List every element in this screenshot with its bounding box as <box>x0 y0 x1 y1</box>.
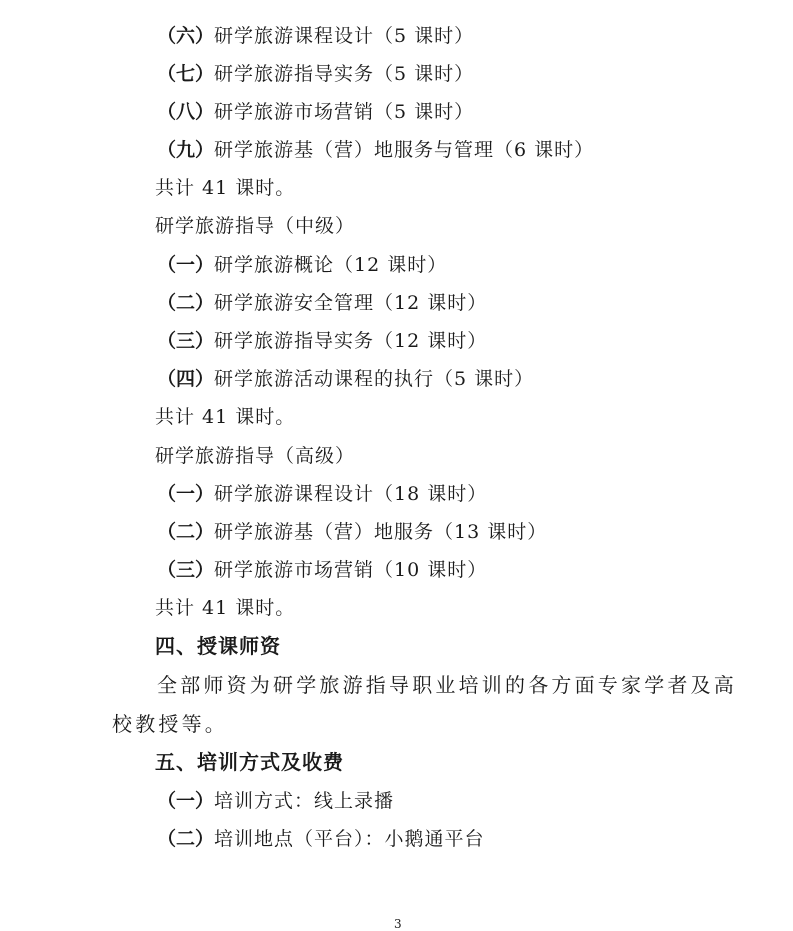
list-item <box>157 367 534 391</box>
list-item <box>157 520 547 544</box>
total-line: 共计 41 课时。 <box>155 597 296 619</box>
item-number: （二） <box>157 828 215 850</box>
item-number: （二） <box>157 292 215 314</box>
item-text: 研学旅游课程设计（5 课时） <box>214 25 475 47</box>
total-line: 共计 41 课时。 <box>155 177 296 199</box>
total-line: 共计 41 课时。 <box>155 406 296 428</box>
list-item <box>157 482 487 506</box>
list-item <box>157 558 487 582</box>
item-text: 研学旅游指导实务（12 课时） <box>214 330 488 352</box>
list-item <box>157 253 447 277</box>
item-text: 研学旅游安全管理（12 课时） <box>214 292 488 314</box>
list-item <box>157 24 474 48</box>
list-item <box>157 329 487 353</box>
item-number: （一） <box>157 483 215 505</box>
item-number: （一） <box>157 254 215 276</box>
item-text: 研学旅游课程设计（18 课时） <box>214 483 488 505</box>
item-number: （四） <box>157 368 215 390</box>
level-title: 研学旅游指导（高级） <box>155 445 356 467</box>
level-title: 研学旅游指导（中级） <box>155 215 356 237</box>
item-number: （八） <box>157 101 215 123</box>
item-text: 培训方式：线上录播 <box>214 790 395 812</box>
item-text: 研学旅游市场营销（10 课时） <box>214 559 488 581</box>
page-number: 3 <box>394 917 402 931</box>
section-heading: 四、授课师资 <box>155 634 281 658</box>
list-item <box>157 62 474 86</box>
item-number: （六） <box>157 25 215 47</box>
item-text: 研学旅游指导实务（5 课时） <box>214 63 475 85</box>
list-item <box>157 100 474 124</box>
item-number: （二） <box>157 521 215 543</box>
list-item <box>157 827 485 851</box>
item-number: （一） <box>157 790 215 812</box>
item-text: 研学旅游基（营）地服务与管理（6 课时） <box>214 139 595 161</box>
item-number: （九） <box>157 139 215 161</box>
item-text: 研学旅游市场营销（5 课时） <box>214 101 475 123</box>
paragraph-line: 校教授等。 <box>112 712 228 736</box>
list-item <box>157 138 594 162</box>
item-text: 研学旅游概论（12 课时） <box>214 254 448 276</box>
item-text: 研学旅游活动课程的执行（5 课时） <box>214 368 535 390</box>
paragraph-line: 全部师资为研学旅游指导职业培训的各方面专家学者及高 <box>157 673 737 697</box>
item-text: 研学旅游基（营）地服务（13 课时） <box>214 521 548 543</box>
item-number: （三） <box>157 559 215 581</box>
section-heading: 五、培训方式及收费 <box>155 750 344 774</box>
item-text: 培训地点（平台）：小鹅通平台 <box>214 828 485 850</box>
item-number: （三） <box>157 330 215 352</box>
list-item <box>157 789 394 813</box>
list-item <box>157 291 487 315</box>
item-number: （七） <box>157 63 215 85</box>
